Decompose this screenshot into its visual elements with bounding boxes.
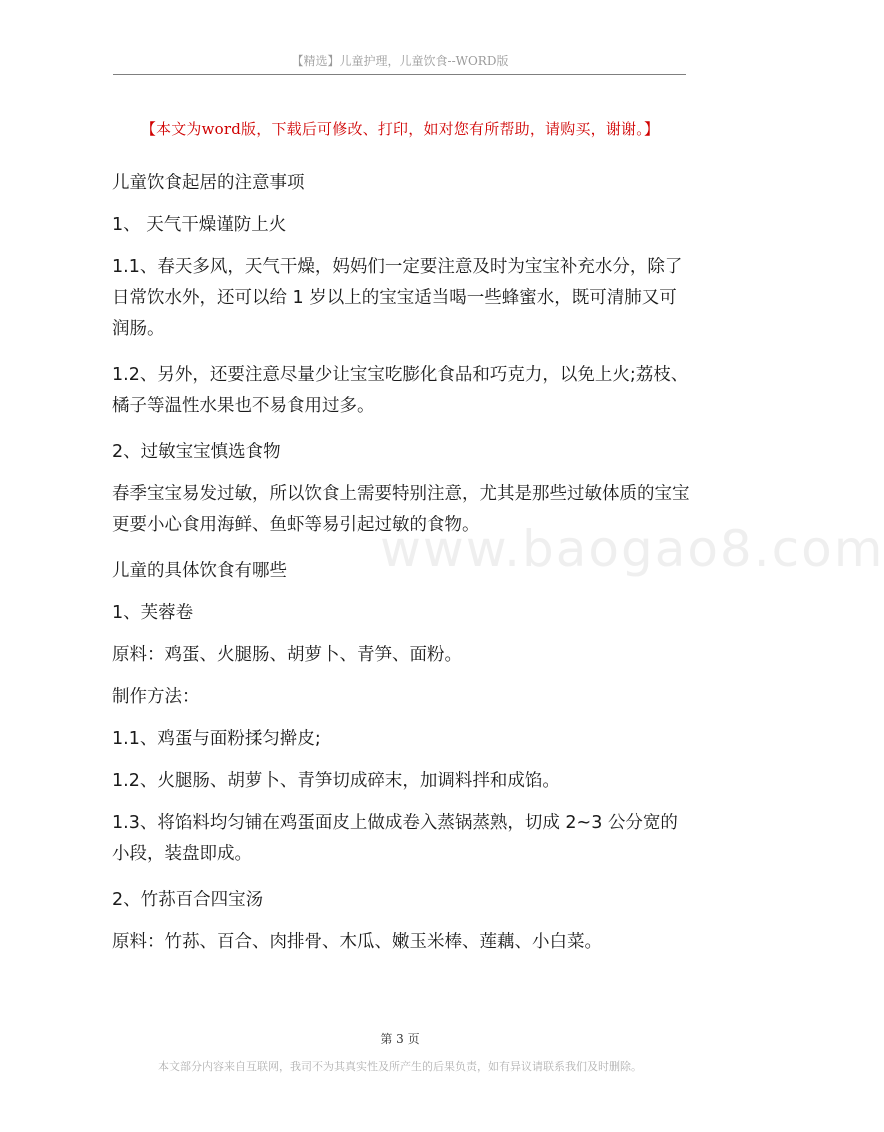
paragraph: 1.3、将馅料均匀铺在鸡蛋面皮上做成卷入蒸锅蒸熟，切成 2~3 公分宽的小段，装盘即成。	[112, 813, 678, 864]
download-notice: 【本文为word版，下载后可修改、打印，如对您有所帮助，请购买，谢谢。】	[140, 120, 660, 138]
paragraph: 1.2、火腿肠、胡萝卜、青笋切成碎末，加调料拌和成馅。	[112, 771, 560, 791]
paragraph: 1.1、春天多风，天气干燥，妈妈们一定要注意及时为宝宝补充水分，除了日常饮水外，还可以给 1 岁以上的宝宝适当喝一些蜂蜜水，既可清肺又可润肠。	[112, 257, 683, 339]
header-divider	[113, 74, 686, 75]
paragraph: 制作方法：	[112, 687, 200, 707]
subheading: 1、 天气干燥谨防上火	[112, 215, 287, 235]
subheading: 1、芙蓉卷	[112, 603, 194, 623]
subheading: 2、竹荪百合四宝汤	[112, 890, 264, 910]
subheading: 2、过敏宝宝慎选食物	[112, 442, 281, 462]
section-title: 儿童的具体饮食有哪些	[112, 561, 287, 581]
paragraph: 1.2、另外，还要注意尽量少让宝宝吃膨化食品和巧克力，以免上火;荔枝、橘子等温性水果也不易食用过多。	[112, 365, 689, 416]
page-footer: 本文部分内容来自互联网，我司不为其真实性及所产生的后果负责，如有异议请联系我们及时删除。	[158, 1060, 642, 1073]
paragraph: 1.1、鸡蛋与面粉揉匀擀皮;	[112, 729, 321, 749]
document-body	[112, 168, 692, 969]
paragraph: 原料：鸡蛋、火腿肠、胡萝卜、青笋、面粉。	[112, 645, 462, 665]
page-header: 【精选】儿童护理，儿童饮食--WORD版	[291, 54, 509, 68]
section-title: 儿童饮食起居的注意事项	[112, 173, 305, 193]
paragraph: 原料：竹荪、百合、肉排骨、木瓜、嫩玉米棒、莲藕、小白菜。	[112, 932, 602, 952]
paragraph: 春季宝宝易发过敏，所以饮食上需要特别注意，尤其是那些过敏体质的宝宝更要小心食用海鲜、鱼虾等易引起过敏的食物。	[112, 484, 690, 535]
watermark: www.baogao8.com	[380, 520, 884, 578]
page-number: 第 3 页	[380, 1032, 420, 1046]
